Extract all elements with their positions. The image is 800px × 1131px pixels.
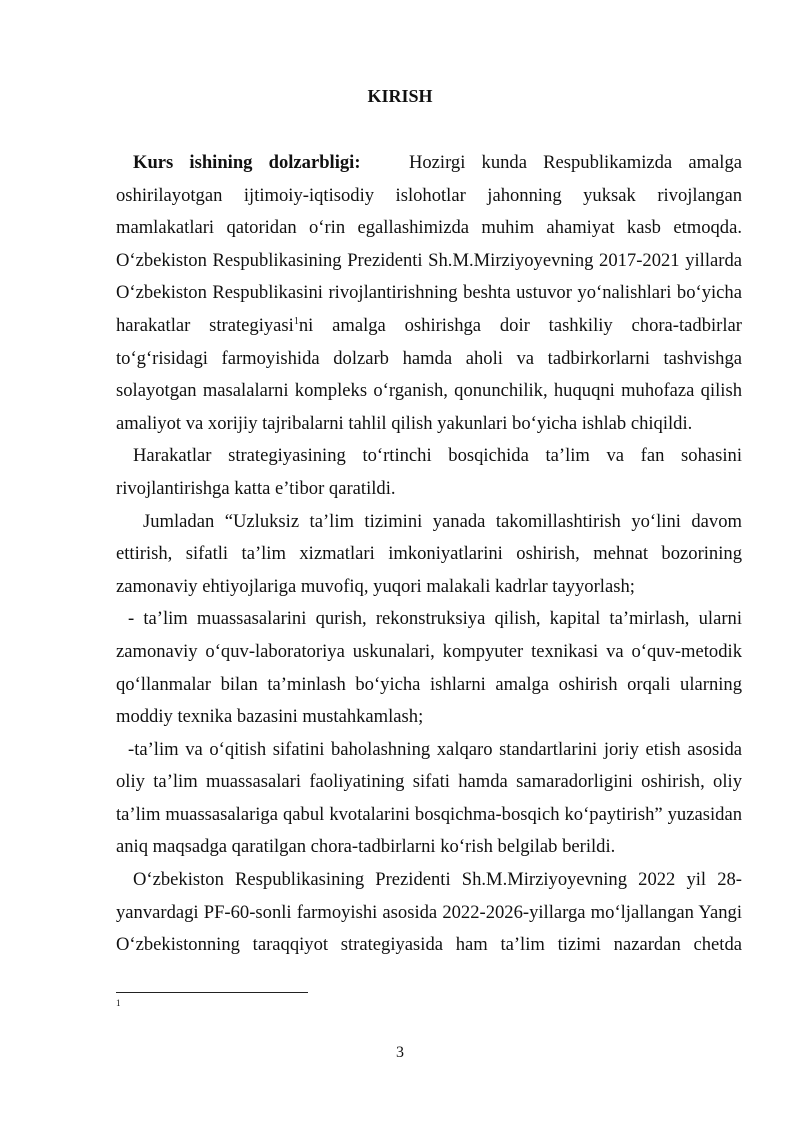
footnote-mark: 1 xyxy=(116,998,121,1008)
paragraph-6: O‘zbekiston Respublikasining Prezidenti Sh.M.Mirziyoyevning 2022 yil 28-yanvardagi PF-60-sonli farmoyishi asosida 2022-2026-yillarga mo‘ljallangan Yangi O‘zbekistonning taraqqiyot strategiyasida ham ta’lim tizimi nazardan chetda xyxy=(116,869,742,956)
lead-label: Kurs ishining dolzarbligi: xyxy=(133,152,361,173)
paragraph-5: -ta’lim va o‘qitish sifatini baholashning xalqaro standartlarini joriy etish asosida oliy ta’lim muassasalari faoliyatining sifati hamda samaradorligini oshirish, oliy ta’lim muassasalariga qabul kvotalarini bosqichma-bosqich ko‘paytirish” yuzasidan aniq maqsadga qaratilgan chora-tadbirlarni ko‘rish belgilab berildi. xyxy=(116,738,742,858)
page-title: KIRISH xyxy=(367,86,433,106)
paragraph-1-end: ni amalga oshirishga doir tashkiliy chora-tadbirlar to‘g‘risidagi farmoyishida dolzarb hamda aholi va tadbirkorlarni tashvishga solayotgan masalalarni kompleks o‘rganish, qonunchilik, huquqni muhofaza qilish amaliyot va xorijiy tajribalarni tahlil qilish yakunlari bo‘yicha ishlab chiqildi. xyxy=(116,314,742,434)
paragraph-1-text: Hozirgi kunda Respublikamizda amalga oshirilayotgan ijtimoiy-iqtisodiy islohotlar jahonning yuksak rivojlangan mamlakatlari qatoridan o‘rin egallashimizda muhim ahamiyat kasb etmoqda. O‘zbekiston Respublikasining Prezidenti Sh.M.Mirziyoyevning 2017-2021 yillarda O‘zbekiston Respublikasini rivojlantirishning beshta ustuvor yo‘nalishlari bo‘yicha harakatlar strategiyasi xyxy=(116,152,742,336)
footnote-reference[interactable]: 1 xyxy=(293,315,299,327)
paragraph-3: Jumladan “Uzluksiz ta’lim tizimini yanada takomillashtirish yo‘lini davom ettirish, sifatli ta’lim xizmatlari imkoniyatlarini oshirish, mehnat bozorining zamonaviy ehtiyojlariga muvofiq, yuqori malakali kadrlar tayyorlash; xyxy=(116,510,742,597)
footnote-separator xyxy=(116,992,308,993)
paragraph-4: - ta’lim muassasalarini qurish, rekonstruksiya qilish, kapital ta’mirlash, ularni zamonaviy o‘quv-laboratoriya uskunalari, kompyuter texnikasi va o‘quv-metodik qo‘llanmalar bilan ta’minlash bo‘yicha ishlarni amalga oshirish orqali ularning moddiy texnika bazasini mustahkamlash; xyxy=(116,608,742,728)
page-number: 3 xyxy=(396,1044,404,1061)
paragraph-2: Harakatlar strategiyasining to‘rtinchi bosqichida ta’lim va fan sohasini rivojlantirishga katta e’tibor qaratildi. xyxy=(116,445,742,499)
body-text xyxy=(116,147,742,962)
paragraph-1 xyxy=(116,147,742,440)
